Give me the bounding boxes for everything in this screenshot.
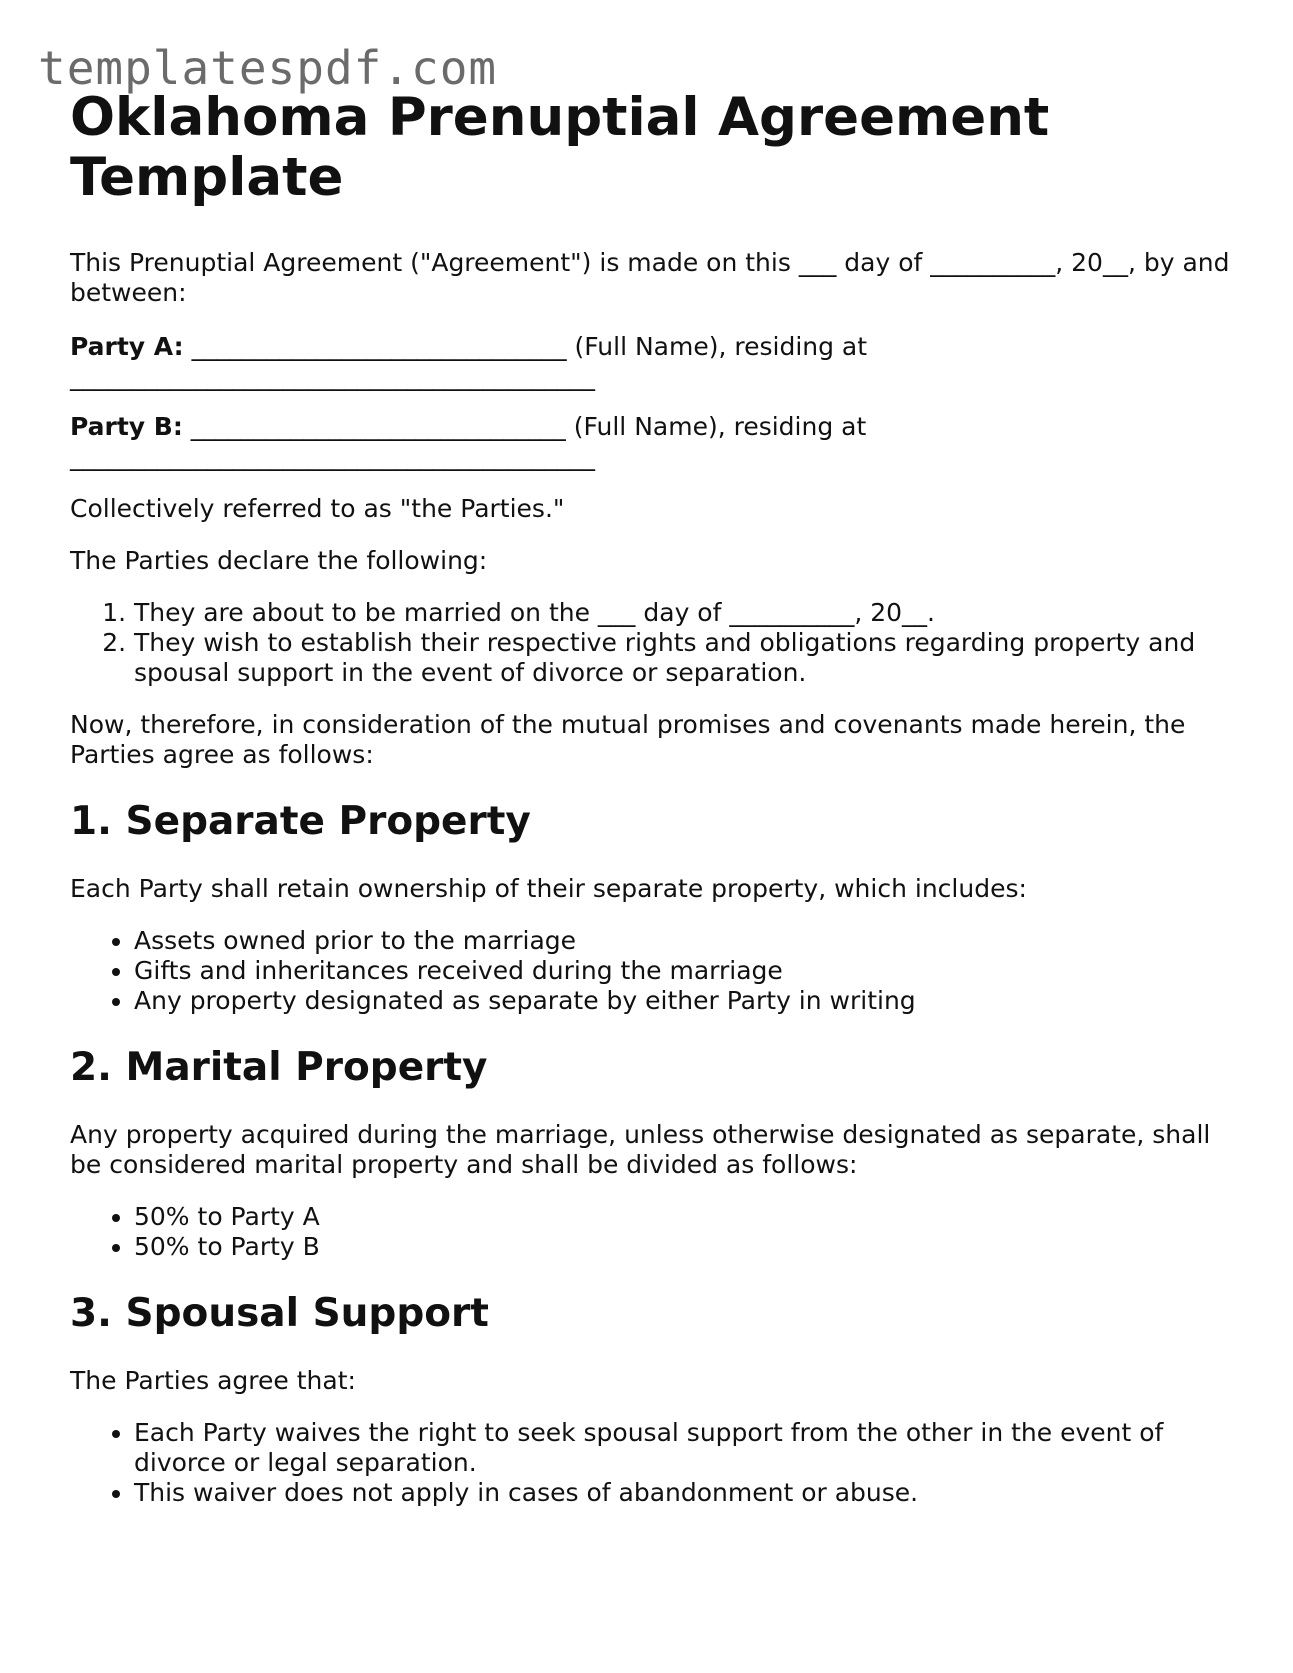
party-b-address: __________________________________________ (70, 442, 595, 471)
section-heading-spousal-support: 3. Spousal Support (70, 1291, 489, 1336)
list-item: • 50% to Party B (134, 1232, 1230, 1262)
consideration-paragraph: Now, therefore, in consideration of the mutual promises and covenants made herein, the Parties agree as follows: (70, 710, 1186, 769)
list-item: • Gifts and inheritances received during the marriage (134, 956, 1230, 986)
page-title: Oklahoma Prenuptial Agreement Template (70, 87, 1050, 208)
section-text-spousal-support: The Parties agree that: (70, 1366, 356, 1395)
section-text-separate-property: Each Party shall retain ownership of their separate property, which includes: (70, 874, 1027, 903)
spousal-support-list (70, 1418, 1230, 1508)
section-text-marital-property: Any property acquired during the marriage, unless otherwise designated as separate, shall be considered marital property and shall be divided as follows: (70, 1120, 1211, 1179)
list-item: • Each Party waives the right to seek spousal support from the other in the event of divorce or legal separation. (134, 1418, 1230, 1478)
list-item: • 50% to Party A (134, 1202, 1230, 1232)
separate-property-list (70, 926, 1230, 1016)
party-a-text: ______________________________ (Full Name), residing at (183, 332, 868, 361)
collective-paragraph: Collectively referred to as "the Parties." (70, 494, 565, 523)
declare-paragraph: The Parties declare the following: (70, 546, 488, 575)
declarations-list (70, 598, 1230, 688)
party-a-label: Party A: (70, 332, 184, 361)
marital-property-list (70, 1202, 1230, 1262)
list-item: 2. They wish to establish their respective rights and obligations regarding property and spousal support in the event of divorce or separation. (134, 628, 1230, 688)
party-a-line (70, 332, 1230, 362)
list-item: 1. They are about to be married on the ___ day of __________, 20__. (134, 598, 1230, 628)
list-item: • This waiver does not apply in cases of abandonment or abuse. (134, 1478, 1230, 1508)
intro-paragraph: This Prenuptial Agreement ("Agreement") is made on this ___ day of __________, 20__, by and between: (70, 248, 1230, 307)
list-item: • Any property designated as separate by either Party in writing (134, 986, 1230, 1016)
document-body (70, 88, 1230, 1508)
party-b-text: ______________________________ (Full Name), residing at (182, 412, 867, 441)
party-b-label: Party B: (70, 412, 183, 441)
section-heading-marital-property: 2. Marital Property (70, 1045, 488, 1090)
watermark-logo: templatespdf.com (38, 41, 498, 95)
section-heading-separate-property: 1. Separate Property (70, 799, 531, 844)
party-a-address: __________________________________________ (70, 362, 595, 391)
party-b-line (70, 412, 1230, 442)
list-item: • Assets owned prior to the marriage (134, 926, 1230, 956)
